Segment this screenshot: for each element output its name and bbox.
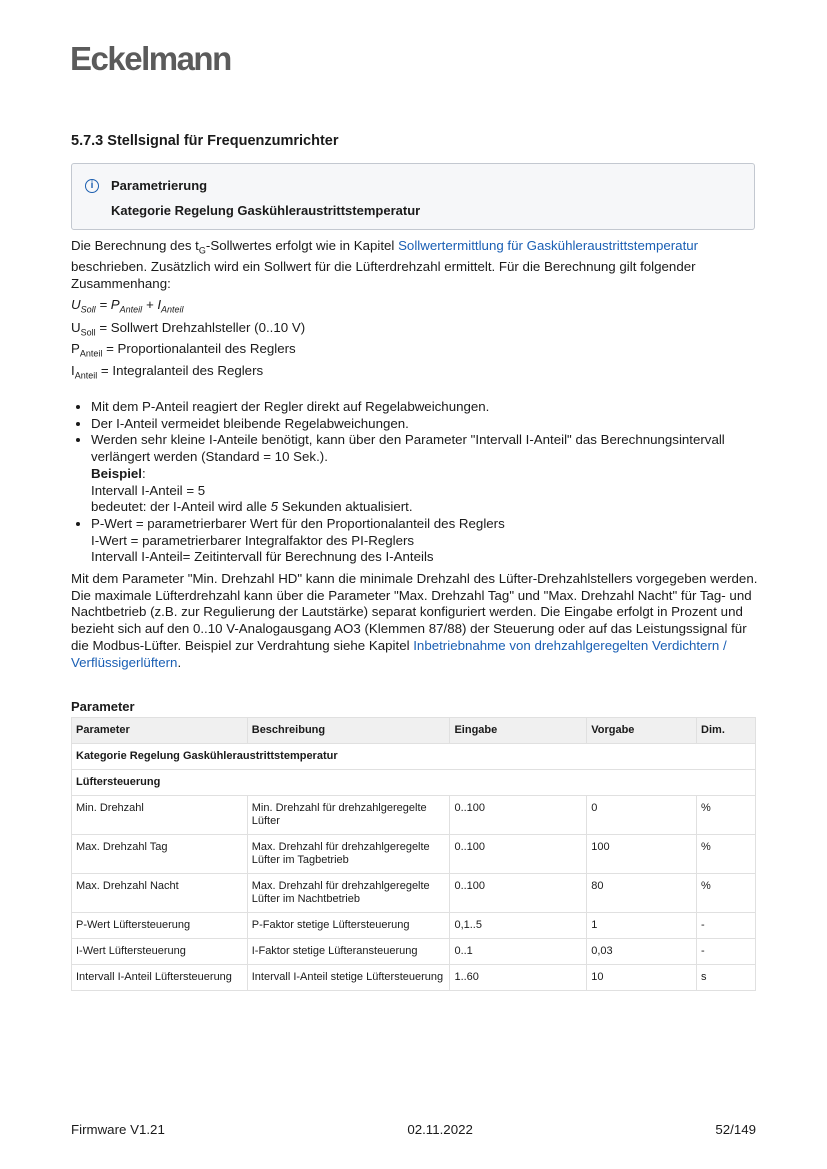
text: U [71, 320, 81, 335]
table-cell: Intervall I-Anteil stetige Lüftersteuerung [247, 965, 450, 991]
column-header: Vorgabe [587, 718, 697, 744]
table-cell: I-Wert Lüftersteuerung [72, 939, 248, 965]
table-cell: Max. Drehzahl Nacht [72, 874, 248, 913]
list-item: • Der I-Anteil vermeidet bleibende Regelabweichungen. [91, 416, 761, 433]
list-item: • Werden sehr kleine I-Anteile benötigt, kann über den Parameter "Intervall I-Anteil" das Berechnungsintervall verlängert werden (Standard = 10 Sek.). Beispiel: Intervall I-Anteil = 5 bedeutet: der I-Anteil wird alle 5 Sekunden aktualisiert. [91, 432, 761, 516]
table-cell: 100 [587, 835, 697, 874]
text: . [177, 654, 182, 670]
subscript: Anteil [161, 304, 184, 315]
text: I-Wert = parametrierbarer Integralfaktor des PI-Reglers [91, 532, 415, 548]
info-icon: i [85, 179, 99, 193]
table-cell: I-Faktor stetige Lüfteransteuerung [247, 939, 450, 965]
link-sollwertermittlung[interactable]: Sollwertermittlung für Gaskühleraustrittstemperatur [398, 238, 699, 253]
text: -Sollwertes erfolgt wie in Kapitel [205, 238, 399, 253]
text: Intervall I-Anteil= Zeitintervall für Berechnung des I-Anteils [91, 549, 434, 565]
table-cell: - [697, 939, 756, 965]
table-cell: s [697, 965, 756, 991]
link-inbetriebnahme[interactable]: Inbetriebnahme von drehzahlgeregelten Verdichtern / Verflüssigerlüftern [71, 637, 727, 670]
table-cell: 80 [587, 874, 697, 913]
text: = Integralanteil des Reglers [97, 362, 264, 378]
callout-title: Parametrierung [111, 178, 208, 193]
table-cell: Max. Drehzahl für drehzahlgeregelte Lüfter im Nachtbetrieb [247, 874, 450, 913]
column-header: Eingabe [450, 718, 587, 744]
formula [71, 297, 184, 318]
section-label: Kategorie Regelung Gaskühleraustrittstemperatur [72, 744, 756, 770]
text: = P [95, 297, 120, 312]
table-cell: Intervall I-Anteil Lüftersteuerung [72, 965, 248, 991]
table-row [72, 965, 756, 991]
definitions [71, 320, 305, 384]
subscript: Anteil [79, 349, 103, 360]
table-cell: P-Faktor stetige Lüftersteuerung [247, 913, 450, 939]
table-cell: 0,03 [587, 939, 697, 965]
table-cell: 1 [587, 913, 697, 939]
text: beschrieben. Zusätzlich wird ein Sollwert für die Lüfterdrehzahl ermittelt. Für die Berechnung gilt folgender Zusammenhang: [71, 259, 696, 292]
subscript: Soll [80, 327, 96, 338]
text: bedeutet: der I-Anteil wird alle [91, 499, 271, 515]
section-row [72, 770, 756, 796]
definition [71, 341, 305, 362]
bullet-list [71, 399, 761, 566]
parameter-callout [71, 163, 755, 230]
text: = Proportionalanteil des Reglers [102, 341, 296, 357]
table-header [72, 718, 756, 744]
text: Intervall I-Anteil = 5 [91, 482, 206, 498]
text: + I [142, 297, 162, 312]
text: I [71, 362, 75, 378]
table-title: Parameter [71, 699, 135, 714]
table-cell: P-Wert Lüftersteuerung [72, 913, 248, 939]
firmware-version: Firmware V1.21 [71, 1122, 165, 1137]
table-cell: 10 [587, 965, 697, 991]
text: 5 [270, 499, 279, 515]
parameter-table [71, 717, 756, 991]
column-header: Beschreibung [247, 718, 450, 744]
section-row [72, 744, 756, 770]
section-heading: 5.7.3 Stellsignal für Frequenzumrichter [71, 133, 339, 149]
table-cell: Max. Drehzahl für drehzahlgeregelte Lüfter im Tagbetrieb [247, 835, 450, 874]
table-row [72, 796, 756, 835]
subscript: Soll [80, 304, 96, 315]
text: U [71, 297, 81, 312]
list-item [91, 516, 761, 566]
table-cell: 0..100 [450, 796, 587, 835]
text: Die Berechnung des t [71, 238, 199, 253]
table-cell: Max. Drehzahl Tag [72, 835, 248, 874]
text: Sekunden aktualisiert. [278, 499, 413, 515]
table-cell: 0..100 [450, 874, 587, 913]
intro-paragraph [71, 238, 761, 293]
table-row [72, 939, 756, 965]
definition [71, 320, 305, 341]
list-item: • Mit dem P-Anteil reagiert der Regler direkt auf Regelabweichungen. [91, 399, 761, 416]
text: Mit dem Parameter "Min. Drehzahl HD" kann die minimale Drehzahl des Lüfter-Drehzahlstellers vorgegeben werden. Die maximale Lüfterdrehzahl kann über die Parameter "Max. Drehzahl Tag" und "Max. Drehzahl Nacht" für Tag- und Nachtbetrieb (z.B. zur Regulierung der Lautstärke) separat konfiguriert werden. Die Eingabe erfolgt in Prozent und bezieht sich auf den 0..10 V-Analogausgang AO3 (Klemmen 87/88) der Steuerung oder auf das Leistungssignal für die Modbus-Lüfter. Beispiel zur Verdrahtung siehe Kapitel [71, 571, 758, 653]
table-row [72, 874, 756, 913]
subscript: G [198, 245, 206, 256]
table-row [72, 913, 756, 939]
page-footer [71, 1122, 756, 1137]
callout-subtitle: Kategorie Regelung Gaskühleraustrittstemperatur [111, 203, 421, 218]
table-cell: 0..1 [450, 939, 587, 965]
table-cell: 0..100 [450, 835, 587, 874]
paragraph [71, 571, 761, 671]
subscript: Anteil [119, 304, 143, 315]
definition [71, 363, 305, 384]
text: P-Wert = parametrierbarer Wert für den Proportionalanteil des Reglers [91, 515, 505, 531]
table-cell: - [697, 913, 756, 939]
table-cell: % [697, 874, 756, 913]
eckelmann-logo: Eckelmann [70, 40, 231, 77]
page-number: 52/149 [715, 1122, 756, 1137]
table-cell: 0,1..5 [450, 913, 587, 939]
text: = Sollwert Drehzahlsteller (0..10 V) [95, 320, 306, 335]
text: P [71, 341, 80, 357]
table-cell: % [697, 835, 756, 874]
table-cell: % [697, 796, 756, 835]
table-row [72, 835, 756, 874]
text: Beispiel [91, 465, 142, 481]
table-cell: Min. Drehzahl für drehzahlgeregelte Lüfter [247, 796, 450, 835]
section-label: Lüftersteuerung [72, 770, 756, 796]
date: 02.11.2022 [407, 1122, 473, 1137]
column-header: Dim. [697, 718, 756, 744]
table-cell: 0 [587, 796, 697, 835]
subscript: Anteil [74, 370, 98, 381]
table-cell: 1..60 [450, 965, 587, 991]
column-header: Parameter [72, 718, 248, 744]
table-cell: Min. Drehzahl [72, 796, 248, 835]
text: Werden sehr kleine I-Anteile benötigt, kann über den Parameter "Intervall I-Anteil" das Berechnungsintervall verlängert werden (Standard = 10 Sek.). [91, 432, 725, 465]
